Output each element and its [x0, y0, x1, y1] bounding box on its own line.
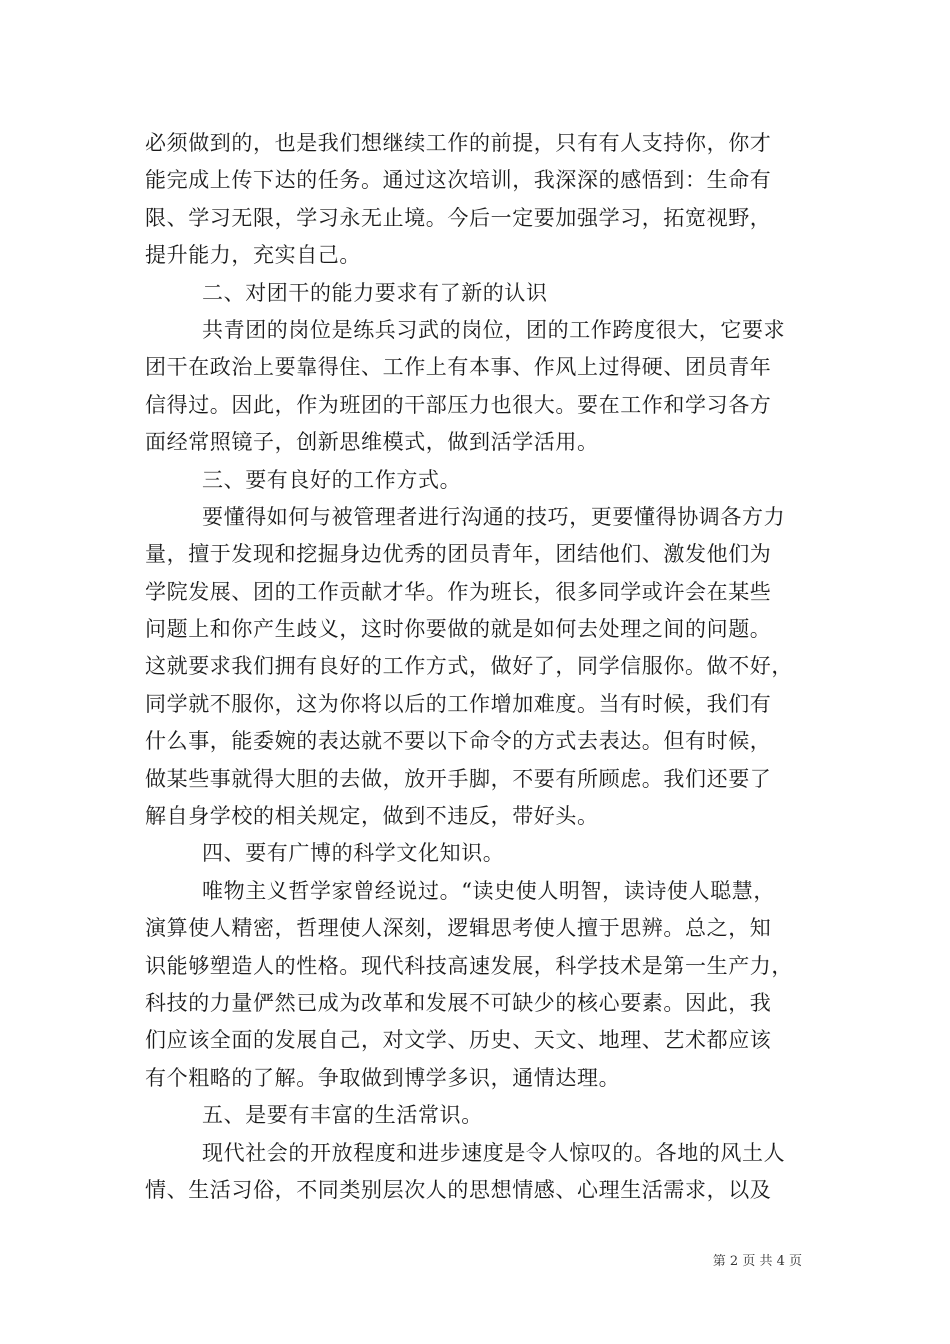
- text-line: 做某些事就得大胆的去做，放开手脚，不要有所顾虑。我们还要了: [145, 766, 772, 791]
- text-line: 们应该全面的发展自己，对文学、历史、天文、地理、艺术都应该: [145, 1028, 772, 1053]
- section-heading: 五、是要有丰富的生活常识。: [202, 1103, 483, 1128]
- section-heading: 三、要有良好的工作方式。: [202, 467, 462, 492]
- text-line: 能完成上传下达的任务。通过这次培训，我深深的感悟到：生命有: [145, 168, 772, 193]
- text-line: 共青团的岗位是练兵习武的岗位，团的工作跨度很大，它要求: [202, 317, 786, 342]
- section-heading: 四、要有广博的科学文化知识。: [202, 841, 505, 866]
- text-line: 学院发展、团的工作贡献才华。作为班长，很多同学或许会在某些: [145, 579, 772, 604]
- text-line: 必须做到的，也是我们想继续工作的前提，只有有人支持你，你才: [145, 131, 772, 155]
- text-line: 提升能力，充实自己。: [145, 243, 361, 268]
- text-line: 这就要求我们拥有良好的工作方式，做好了，同学信服你。做不好，: [145, 654, 793, 679]
- text-line: 面经常照镜子，创新思维模式，做到活学活用。: [145, 430, 599, 455]
- text-line: 现代社会的开放程度和进步速度是令人惊叹的。各地的风土人: [202, 1140, 786, 1165]
- text-line: 演算使人精密，哲理使人深刻，逻辑思考使人擅于思辨。总之，知: [145, 916, 772, 941]
- text-line: 科技的力量俨然已成为改革和发展不可缺少的核心要素。因此，我: [145, 990, 772, 1015]
- section-heading: 二、对团干的能力要求有了新的认识: [202, 280, 548, 305]
- text-line: 信得过。因此，作为班团的干部压力也很大。要在工作和学习各方: [145, 392, 772, 417]
- text-line: 量，擅于发现和挖掘身边优秀的团员青年，团结他们、激发他们为: [145, 542, 772, 567]
- text-line: 同学就不服你，这为你将以后的工作增加难度。当有时候，我们有: [145, 691, 772, 716]
- document-body: [145, 125, 835, 1209]
- text-line: 要懂得如何与被管理者进行沟通的技巧，更要懂得协调各方力: [202, 504, 786, 529]
- text-line: 什么事，能委婉的表达就不要以下命令的方式去表达。但有时候，: [145, 729, 772, 754]
- text-line: 情、生活习俗，不同类别层次人的思想情感、心理生活需求，以及: [145, 1177, 772, 1202]
- text-line: 解自身学校的相关规定，做到不违反，带好头。: [145, 804, 599, 829]
- text-line: 有个粗略的了解。争取做到博学多识，通情达理。: [145, 1065, 621, 1090]
- text-line: 问题上和你产生歧义，这时你要做的就是如何去处理之间的问题。: [145, 617, 772, 642]
- text-line: 识能够塑造人的性格。现代科技高速发展，科学技术是第一生产力，: [145, 953, 793, 978]
- page-number: 第 2 页 共 4 页: [712, 1254, 802, 1269]
- text-line: 限、学习无限，学习永无止境。今后一定要加强学习，拓宽视野，: [145, 205, 772, 230]
- text-line: 团干在政治上要靠得住、工作上有本事、作风上过得硬、团员青年: [145, 355, 772, 380]
- text-line: 唯物主义哲学家曾经说过。“读史使人明智，读诗使人聪慧，: [202, 878, 775, 903]
